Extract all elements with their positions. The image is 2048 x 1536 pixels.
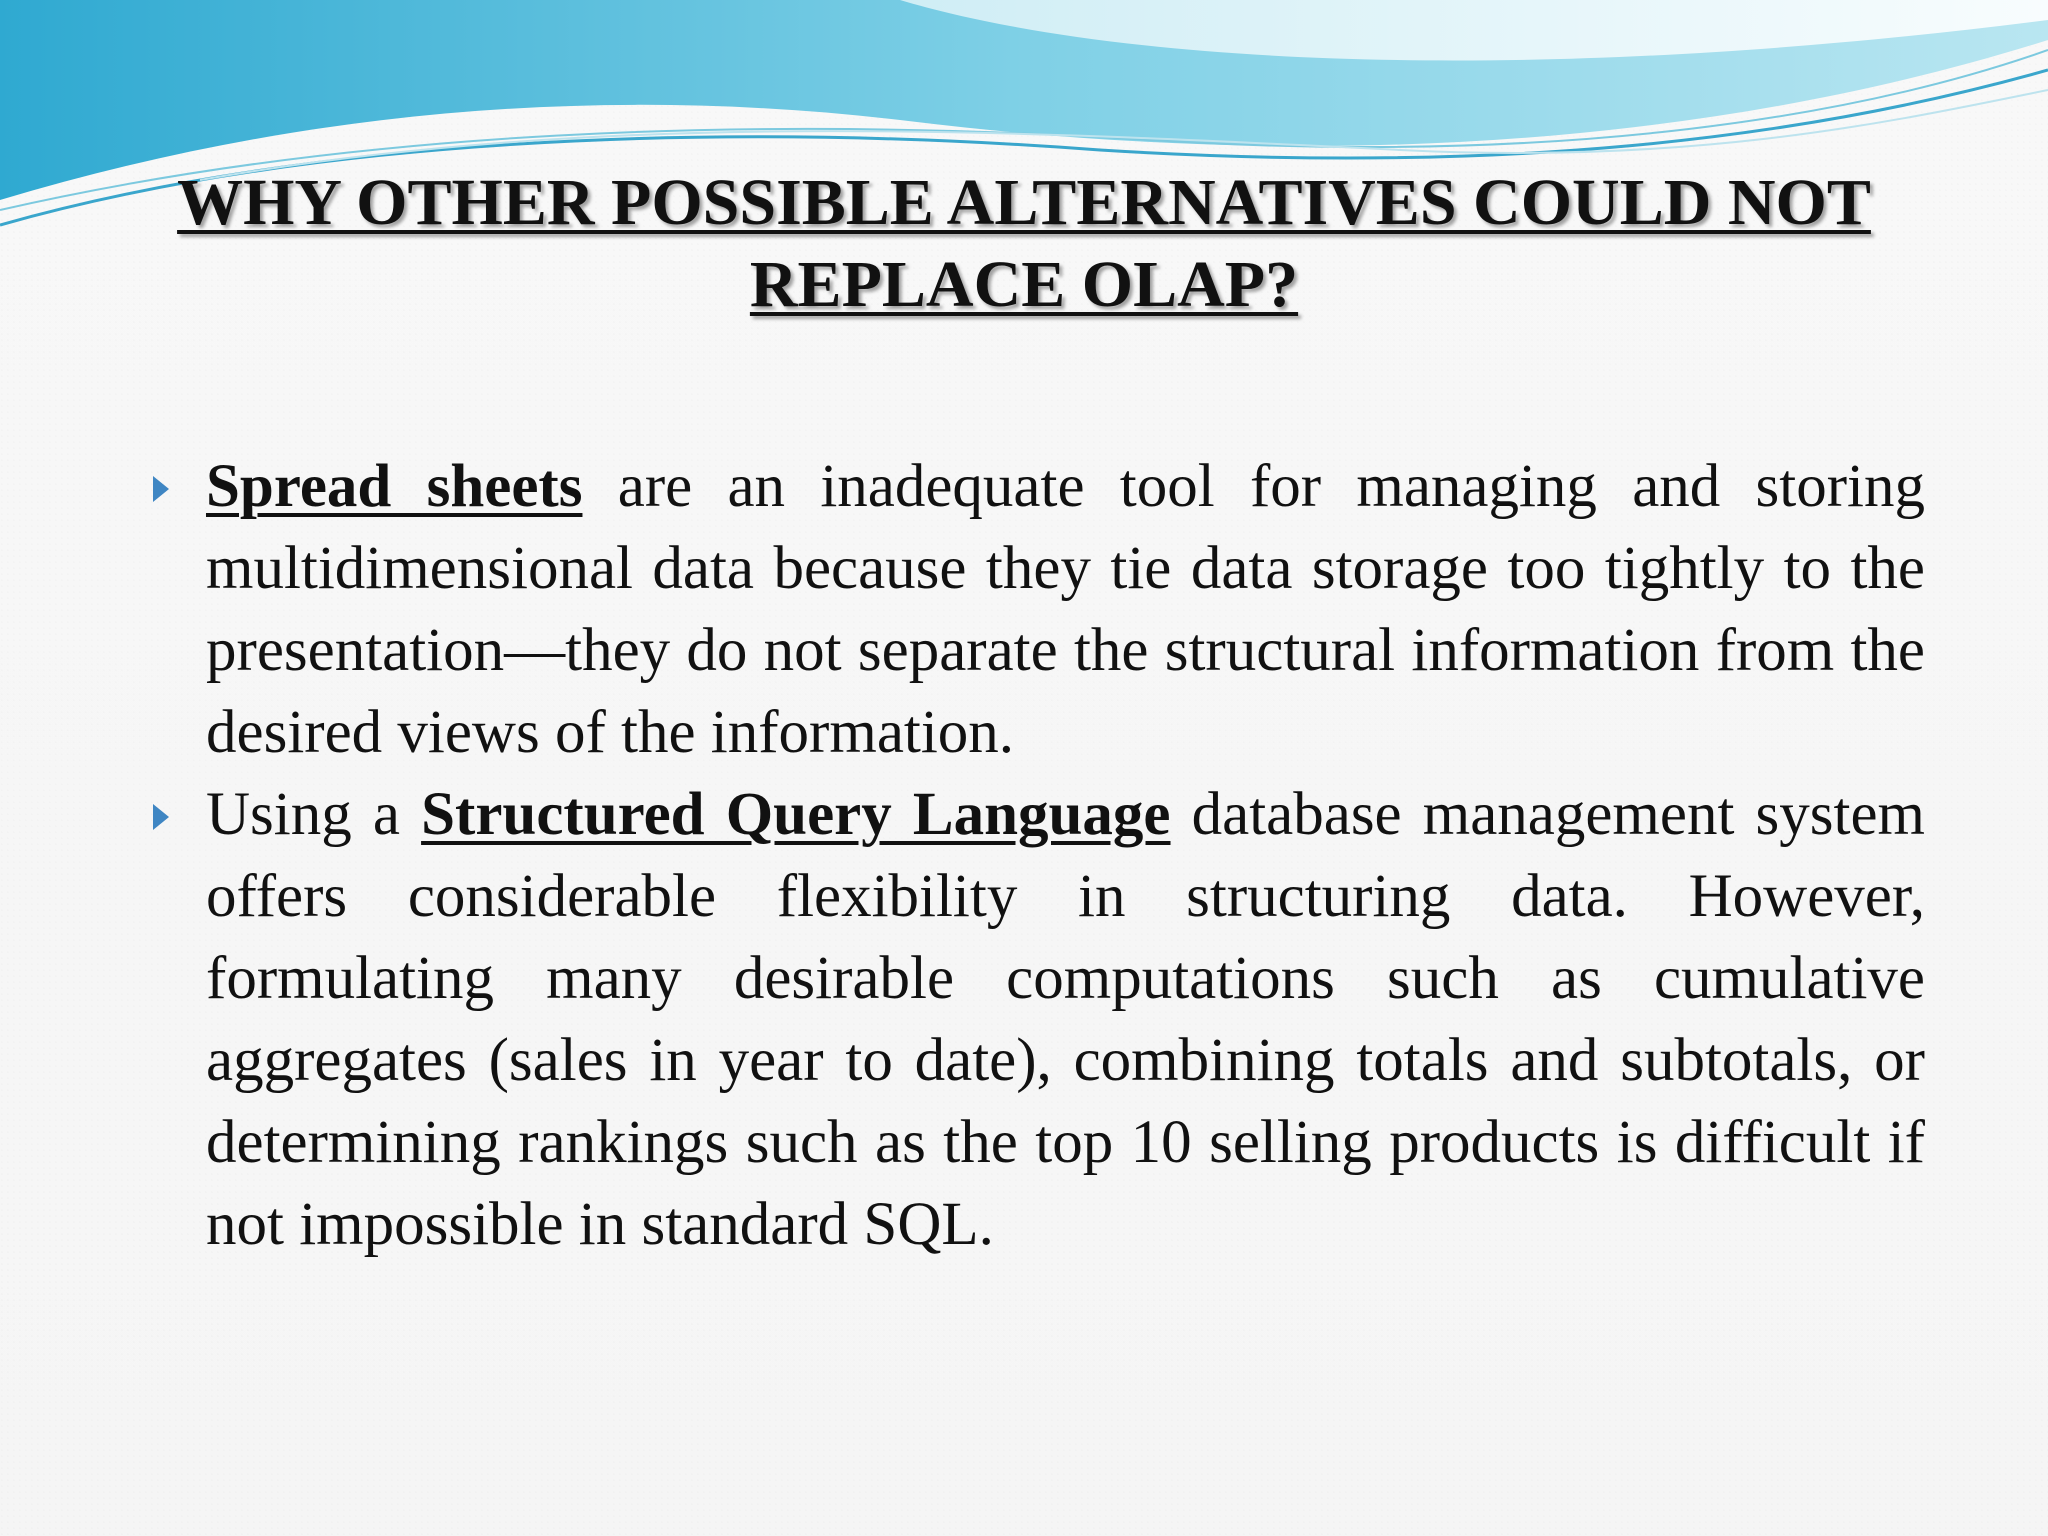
bullet-item [150,774,1925,1266]
triangle-bullet-icon [153,476,169,502]
bullet-text: database management system offers considerable flexibility in structuring data. However, formulating many desirable computations such as cumulative aggregates (sales in year to date), combining totals and subtotals, or determining rankings such as the top 10 selling products is difficult if not impossible in standard SQL. [206,781,1925,1258]
title-line-2: REPLACE OLAP? [749,248,1299,321]
bullet-term: Spread sheets [206,453,583,520]
bullet-item [150,446,1925,774]
triangle-bullet-icon [153,804,169,830]
bullet-text: are an inadequate tool for managing and storing multidimensional data because they tie data storage too tightly to the presentation—they do not separate the structural information from the desired views of the information. [206,453,1925,766]
slide-title [100,162,1948,326]
bullet-prefix: Using a [206,781,422,848]
bullet-term: Structured Query Language [421,781,1171,848]
bullet-list [150,446,1925,1266]
title-line-1: WHY OTHER POSSIBLE ALTERNATIVES COULD NOT [177,166,1871,239]
